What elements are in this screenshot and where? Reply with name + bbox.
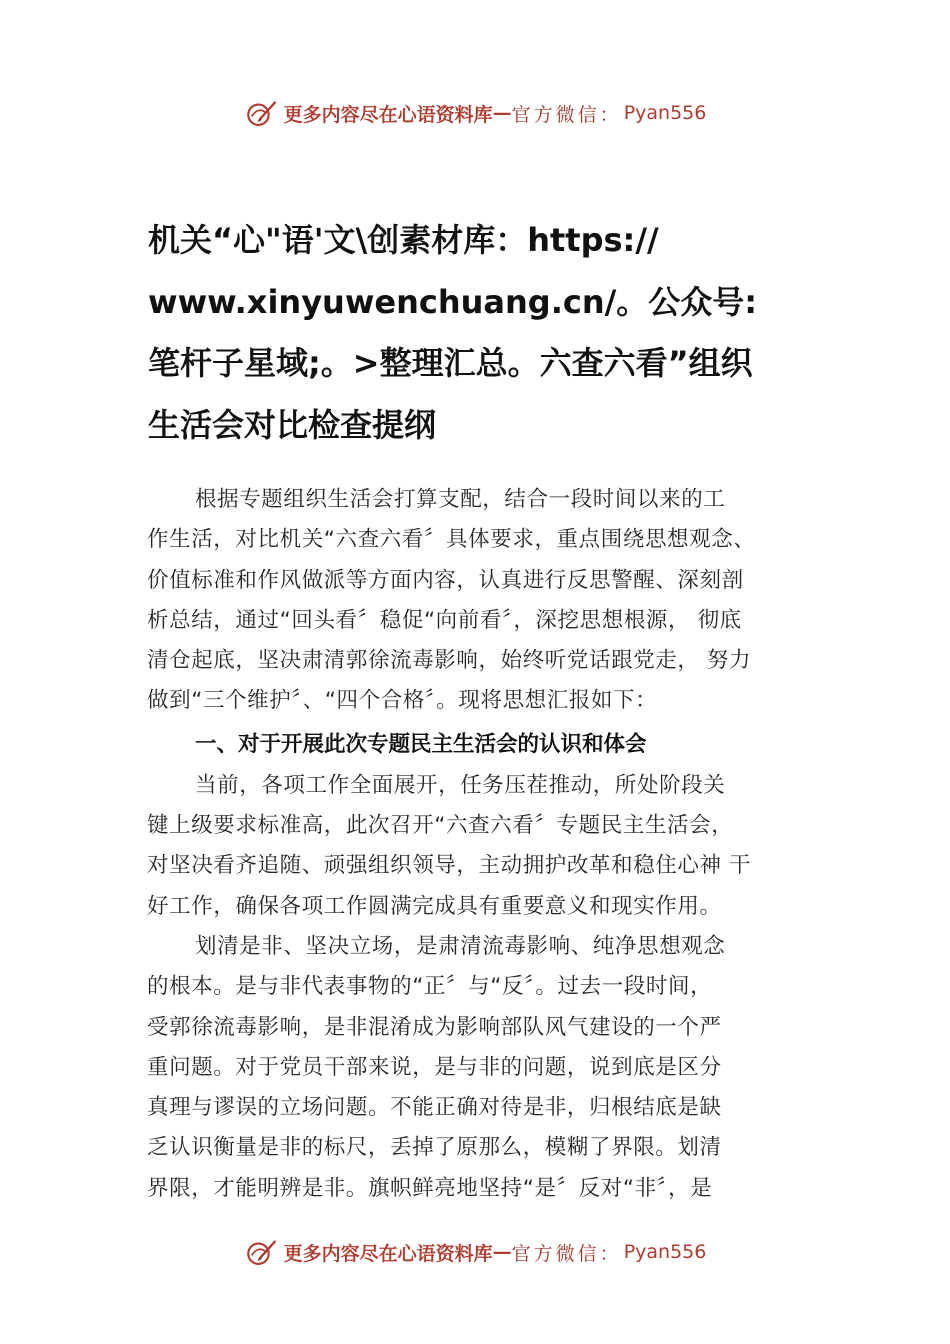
text-line: 对坚决看齐追随、顽强组织领导，主动拥护改革和稳住心神 干: [147, 853, 752, 879]
text-line: 根据专题组织生活会打算支配，结合一段时间以来的工: [195, 487, 726, 512]
pen-swirl-logo-icon: [244, 1235, 278, 1269]
banner-official-label: 官方微信：: [511, 103, 622, 126]
pen-swirl-logo-icon: [244, 96, 278, 130]
text-line: 界限，才能明辨是非。旗帜鲜亮地坚持“是〞反对“非〞，是: [147, 1175, 713, 1201]
text-line: 价值标准和作风做派等方面内容，认真进行反思警醒、深刻剖: [147, 567, 744, 593]
text-line: 当前，各项工作全面展开，任务压茬推动，所处阶段关: [195, 772, 726, 798]
text-line: 清仓起底，坚决肃清郭徐流毒影响，始终听党话跟党走， 努力: [147, 648, 752, 674]
banner-official-label: 官方微信：: [511, 1242, 622, 1265]
banner-handle: Pyan556: [623, 1241, 707, 1263]
text-line: 受郭徐流毒影响，是非混淆成为影响部队风气建设的一个严: [147, 1014, 722, 1040]
banner-text: 更多内容尽在心语资料库: [283, 103, 493, 126]
text-line: 划清是非、坚决立场，是肃清流毒影响、纯净思想观念: [195, 933, 726, 959]
text-line: 的根本。是与非代表事物的“正〞与“反〞。过去一段时间，: [147, 974, 713, 1000]
banner-handle: Pyan556: [623, 102, 707, 124]
banner-dash: —: [492, 102, 512, 124]
title-line: 笔杆子星域;。>整理汇总。六查六看”组织: [148, 344, 753, 382]
text-line: 好工作，确保各项工作圆满完成具有重要意义和现实作用。: [147, 893, 722, 919]
paragraph-right-wrong: [147, 927, 847, 1209]
header-banner: [0, 93, 950, 133]
text-line: 作生活，对比机关“六查六看〞具体要求，重点围绕思想观念、: [147, 527, 756, 553]
text-line: 重问题。对于党员干部来说，是与非的问题，说到底是区分: [147, 1054, 722, 1080]
footer-banner: [0, 1232, 950, 1272]
banner-dash: —: [492, 1241, 512, 1263]
text-line: 键上级要求标准高，此次召开“六查六看〞专题民主生活会，: [147, 813, 734, 839]
text-line: 做到“三个维护〞、“四个合格〞。现将思想汇报如下：: [147, 688, 658, 714]
title-line: 机关“心"语'文\创素材库：https://: [148, 221, 659, 259]
paragraph-intro: [147, 480, 847, 722]
section-heading: 一、对于开展此次专题民主生活会的认识和体会: [195, 731, 647, 757]
title-line: 生活会对比检查提纲: [148, 405, 437, 444]
title-line: www.xinyuwenchuang.cn/。公众号:: [148, 282, 758, 321]
text-line: 真理与谬误的立场问题。不能正确对待是非，归根结底是缺: [147, 1095, 722, 1121]
document-title: [148, 210, 838, 456]
text-line: 乏认识衡量是非的标尺，丢掉了原那么，模糊了界限。划清: [147, 1135, 722, 1161]
text-line: 析总结，通过“回头看〞稳促“向前看〞，深挖思想根源， 彻底: [147, 607, 742, 633]
document-body: [147, 480, 847, 1209]
banner-text: 更多内容尽在心语资料库: [283, 1242, 493, 1265]
paragraph-current-situation: [147, 766, 847, 927]
